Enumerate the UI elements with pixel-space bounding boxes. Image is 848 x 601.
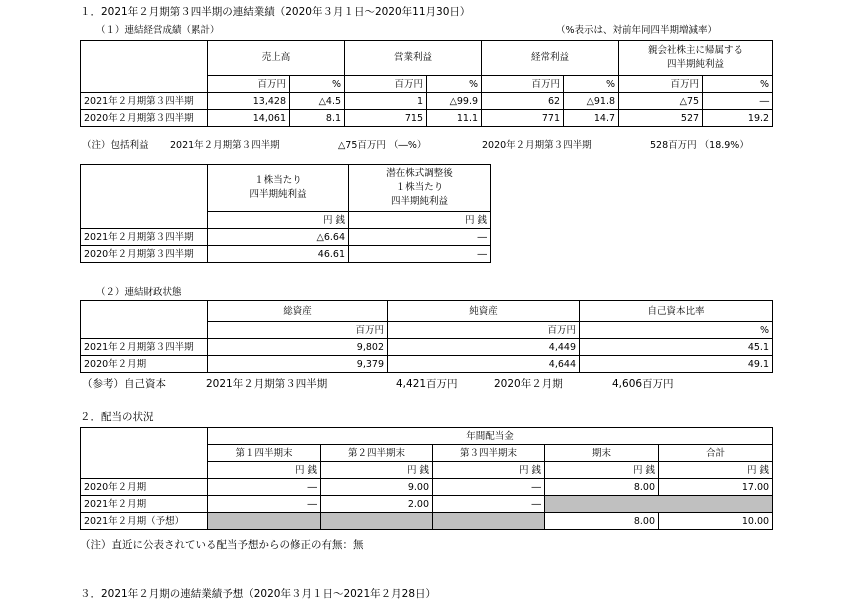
section1-title: １．2021年２月期第３四半期の連結業績（2020年３月１日～2020年11月30日）: [80, 6, 471, 18]
header-diluted-eps-line1: 潜在株式調整後: [386, 168, 453, 179]
header-total: 合計: [659, 445, 773, 462]
header-diluted-eps: [349, 165, 491, 212]
equity-ref-value1: 4,421百万円: [396, 378, 458, 390]
comprehensive-income-period1: 2021年２月期第３四半期: [170, 140, 280, 151]
header-diluted-eps-line2: １株当たり: [395, 182, 444, 193]
unit-cell: %: [564, 76, 619, 93]
unit-cell: 円 銭: [433, 462, 545, 479]
table-row: [81, 356, 773, 373]
equity-ref-label: （参考）自己資本: [82, 378, 166, 390]
header-sales: 売上高: [208, 41, 345, 76]
value-cell: △91.8: [564, 93, 619, 110]
value-cell: △6.64: [208, 229, 349, 246]
row-label: 2020年２月期: [81, 356, 208, 373]
row-label: 2020年２月期第３四半期: [81, 110, 208, 127]
dividend-table: [80, 427, 773, 530]
row-label: 2021年２月期第３四半期: [81, 229, 208, 246]
value-cell: ―: [433, 479, 545, 496]
unit-cell: 百万円: [208, 322, 388, 339]
shaded-cell: [208, 513, 321, 530]
header-q1-end: 第１四半期末: [208, 445, 321, 462]
value-cell: ―: [703, 93, 773, 110]
value-cell: △75: [619, 93, 703, 110]
header-diluted-eps-line3: 四半期純利益: [390, 196, 448, 207]
value-cell: 45.1: [580, 339, 773, 356]
value-cell: ―: [349, 229, 491, 246]
table-row: [81, 339, 773, 356]
row-label: 2020年２月期第３四半期: [81, 246, 208, 263]
shaded-cell: [433, 513, 545, 530]
value-cell: 527: [619, 110, 703, 127]
value-cell: 19.2: [703, 110, 773, 127]
value-cell: 14,061: [208, 110, 290, 127]
unit-cell: 百万円: [482, 76, 564, 93]
unit-cell: 円 銭: [208, 462, 321, 479]
eps-table: [80, 164, 491, 263]
value-cell: 10.00: [659, 513, 773, 530]
value-cell: 49.1: [580, 356, 773, 373]
value-cell: ―: [349, 246, 491, 263]
value-cell: 13,428: [208, 93, 290, 110]
equity-ref-period1: 2021年２月期第３四半期: [206, 378, 328, 390]
unit-cell: 円 銭: [208, 212, 349, 229]
value-cell: 46.61: [208, 246, 349, 263]
value-cell: 11.1: [427, 110, 482, 127]
table-row: [81, 93, 773, 110]
value-cell: 62: [482, 93, 564, 110]
equity-ref-value2: 4,606百万円: [612, 378, 674, 390]
value-cell: 4,644: [388, 356, 580, 373]
value-cell: △99.9: [427, 93, 482, 110]
comprehensive-income-period2: 2020年２月期第３四半期: [482, 140, 592, 151]
header-eps-line1: １株当たり: [254, 175, 302, 186]
section1-note-right: （%表示は、対前年同四半期増減率）: [556, 25, 718, 36]
header-operating-profit: 営業利益: [345, 41, 482, 76]
unit-cell: %: [290, 76, 345, 93]
header-net-profit-line1: 親会社株主に帰属する: [648, 45, 744, 56]
header-eps: [208, 165, 349, 212]
unit-cell: 百万円: [208, 76, 290, 93]
unit-cell: %: [580, 322, 773, 339]
value-cell: 771: [482, 110, 564, 127]
comprehensive-income-value2: 528百万円 （18.9%）: [650, 140, 749, 151]
table-row: [81, 513, 773, 530]
section3-title: ３．2021年２月期の連結業績予想（2020年３月１日～2021年２月28日）: [80, 588, 437, 600]
value-cell: ―: [208, 479, 321, 496]
table-row: [81, 246, 491, 263]
header-year-end: 期末: [545, 445, 659, 462]
row-label: 2021年２月期第３四半期: [81, 339, 208, 356]
value-cell: 9,802: [208, 339, 388, 356]
table-row: [81, 479, 773, 496]
value-cell: ―: [433, 496, 545, 513]
row-label: 2020年２月期: [81, 479, 208, 496]
shaded-cell: [321, 513, 433, 530]
value-cell: 9.00: [321, 479, 433, 496]
value-cell: 17.00: [659, 479, 773, 496]
shaded-cell: [545, 496, 773, 513]
section1-subtitle: （１）連結経営成績（累計）: [96, 25, 220, 36]
header-net-assets: 純資産: [388, 301, 580, 322]
value-cell: 4,449: [388, 339, 580, 356]
header-q3-end: 第３四半期末: [433, 445, 545, 462]
row-label: 2021年２月期第３四半期: [81, 93, 208, 110]
header-total-assets: 総資産: [208, 301, 388, 322]
header-q2-end: 第２四半期末: [321, 445, 433, 462]
unit-cell: 円 銭: [321, 462, 433, 479]
comprehensive-income-label: （注）包括利益: [82, 140, 149, 151]
unit-cell: 円 銭: [545, 462, 659, 479]
value-cell: △4.5: [290, 93, 345, 110]
value-cell: 8.1: [290, 110, 345, 127]
comprehensive-income-value1: △75百万円 （―%）: [338, 140, 427, 151]
value-cell: 1: [345, 93, 427, 110]
value-cell: 8.00: [545, 513, 659, 530]
table-row: [81, 496, 773, 513]
row-label: 2021年２月期（予想）: [81, 513, 208, 530]
header-ordinary-profit: 経常利益: [482, 41, 619, 76]
table-row: [81, 110, 773, 127]
header-annual-dividend: 年間配当金: [208, 428, 773, 445]
header-net-profit: [619, 41, 773, 76]
value-cell: 715: [345, 110, 427, 127]
equity-ref-period2: 2020年２月期: [494, 378, 563, 390]
unit-cell: 円 銭: [659, 462, 773, 479]
table-row: [81, 229, 491, 246]
unit-cell: %: [703, 76, 773, 93]
value-cell: 9,379: [208, 356, 388, 373]
unit-cell: 百万円: [619, 76, 703, 93]
unit-cell: %: [427, 76, 482, 93]
unit-cell: 円 銭: [349, 212, 491, 229]
row-label: 2021年２月期: [81, 496, 208, 513]
header-net-profit-line2: 四半期純利益: [667, 59, 725, 70]
header-equity-ratio: 自己資本比率: [580, 301, 773, 322]
operating-results-table: [80, 40, 773, 127]
unit-cell: 百万円: [345, 76, 427, 93]
financial-position-table: [80, 300, 773, 373]
dividend-title: ２．配当の状況: [80, 411, 154, 423]
value-cell: ―: [208, 496, 321, 513]
dividend-note: （注）直近に公表されている配当予想からの修正の有無：無: [80, 539, 364, 551]
section2-title: （２）連結財政状態: [96, 287, 182, 298]
value-cell: 2.00: [321, 496, 433, 513]
value-cell: 14.7: [564, 110, 619, 127]
value-cell: 8.00: [545, 479, 659, 496]
header-eps-line2: 四半期純利益: [249, 189, 307, 200]
unit-cell: 百万円: [388, 322, 580, 339]
